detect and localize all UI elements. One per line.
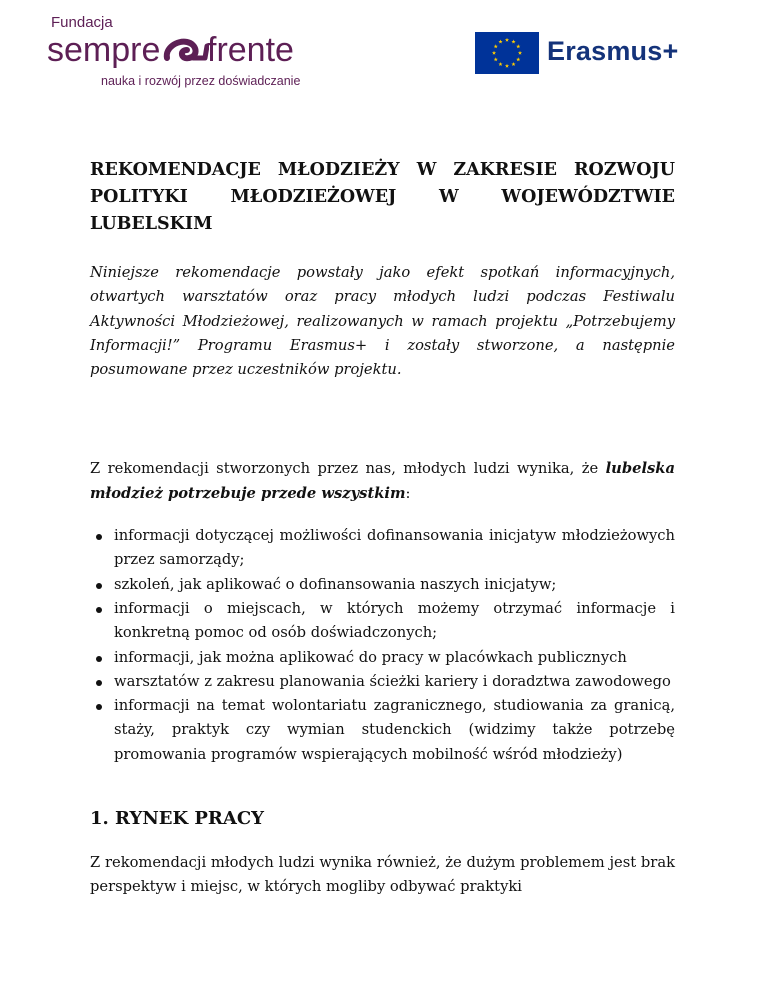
logo-sempre-text: sempre [47,31,161,69]
intro-paragraph: Niniejsze rekomendacje powstały jako efekt spotkań informacyjnych, otwartych warsztatów oraz pracy młodych ludzi podczas Festiwalu Aktywności Młodzieżowej, realizowanych w ramach projektu „Potrzebujemy Informacji!” Programu Erasmus+ i zostały stworzone, a następnie posumowane przez uczestników projektu. [90,264,675,379]
list-item: warsztatów z zakresu planowania ścieżki kariery i doradztwa zawodowego [114,670,675,694]
section-heading-rynek-pracy: 1. RYNEK PRACY [90,808,265,830]
document-body [90,157,675,900]
needs-list [90,524,675,767]
eu-flag-icon [475,32,539,74]
list-item: szkoleń, jak aplikować o dofinansowania naszych inicjatyw; [114,573,675,597]
section-body-rynek-pracy: Z rekomendacji młodych ludzi wynika również, że dużym problemem jest brak perspektyw i miejsc, w których mogliby odbywać praktyki [90,854,675,896]
document-title-line-1: REKOMENDACJE MŁODZIEŻY W ZAKRESIE ROZWOJU [90,160,675,180]
list-item: informacji o miejscach, w których możemy otrzymać informacje i konkretną pomoc od osób doświadczonych; [114,597,675,646]
lead-paragraph [90,457,675,506]
sempre-a-frente-logo [47,14,307,96]
logo-fundacja-text: Fundacja [51,14,113,31]
erasmus-plus-text: Erasmus+ [547,36,679,66]
snail-icon [163,36,209,66]
list-item: informacji na temat wolontariatu zagranicznego, studiowania za granicą, staży, praktyk czy wymian studenckich (widzimy także potrzebę promowania programów wspierających mobilność wśród młodzieży) [114,694,675,767]
lead-text-before: Z rekomendacji stworzonych przez nas, młodych ludzi wynika, że [90,460,606,478]
document-title-line-2: POLITYKI MŁODZIEŻOWEJ W WOJEWÓDZTWIE LUBELSKIM [90,187,675,234]
erasmus-plus-logo [475,32,715,76]
logo-frente-text: frente [207,31,294,69]
list-item: informacji dotyczącej możliwości dofinansowania inicjatyw młodzieżowych przez samorządy; [114,524,675,573]
document-title [90,157,675,238]
logo-tagline: nauka i rozwój przez doświadczanie [101,74,301,88]
lead-text-after: : [405,484,411,502]
lead-emphasis: lubelska młodzież potrzebuje przede wszystkim [90,460,675,502]
list-item: informacji, jak można aplikować do pracy w placówkach publicznych [114,646,675,670]
